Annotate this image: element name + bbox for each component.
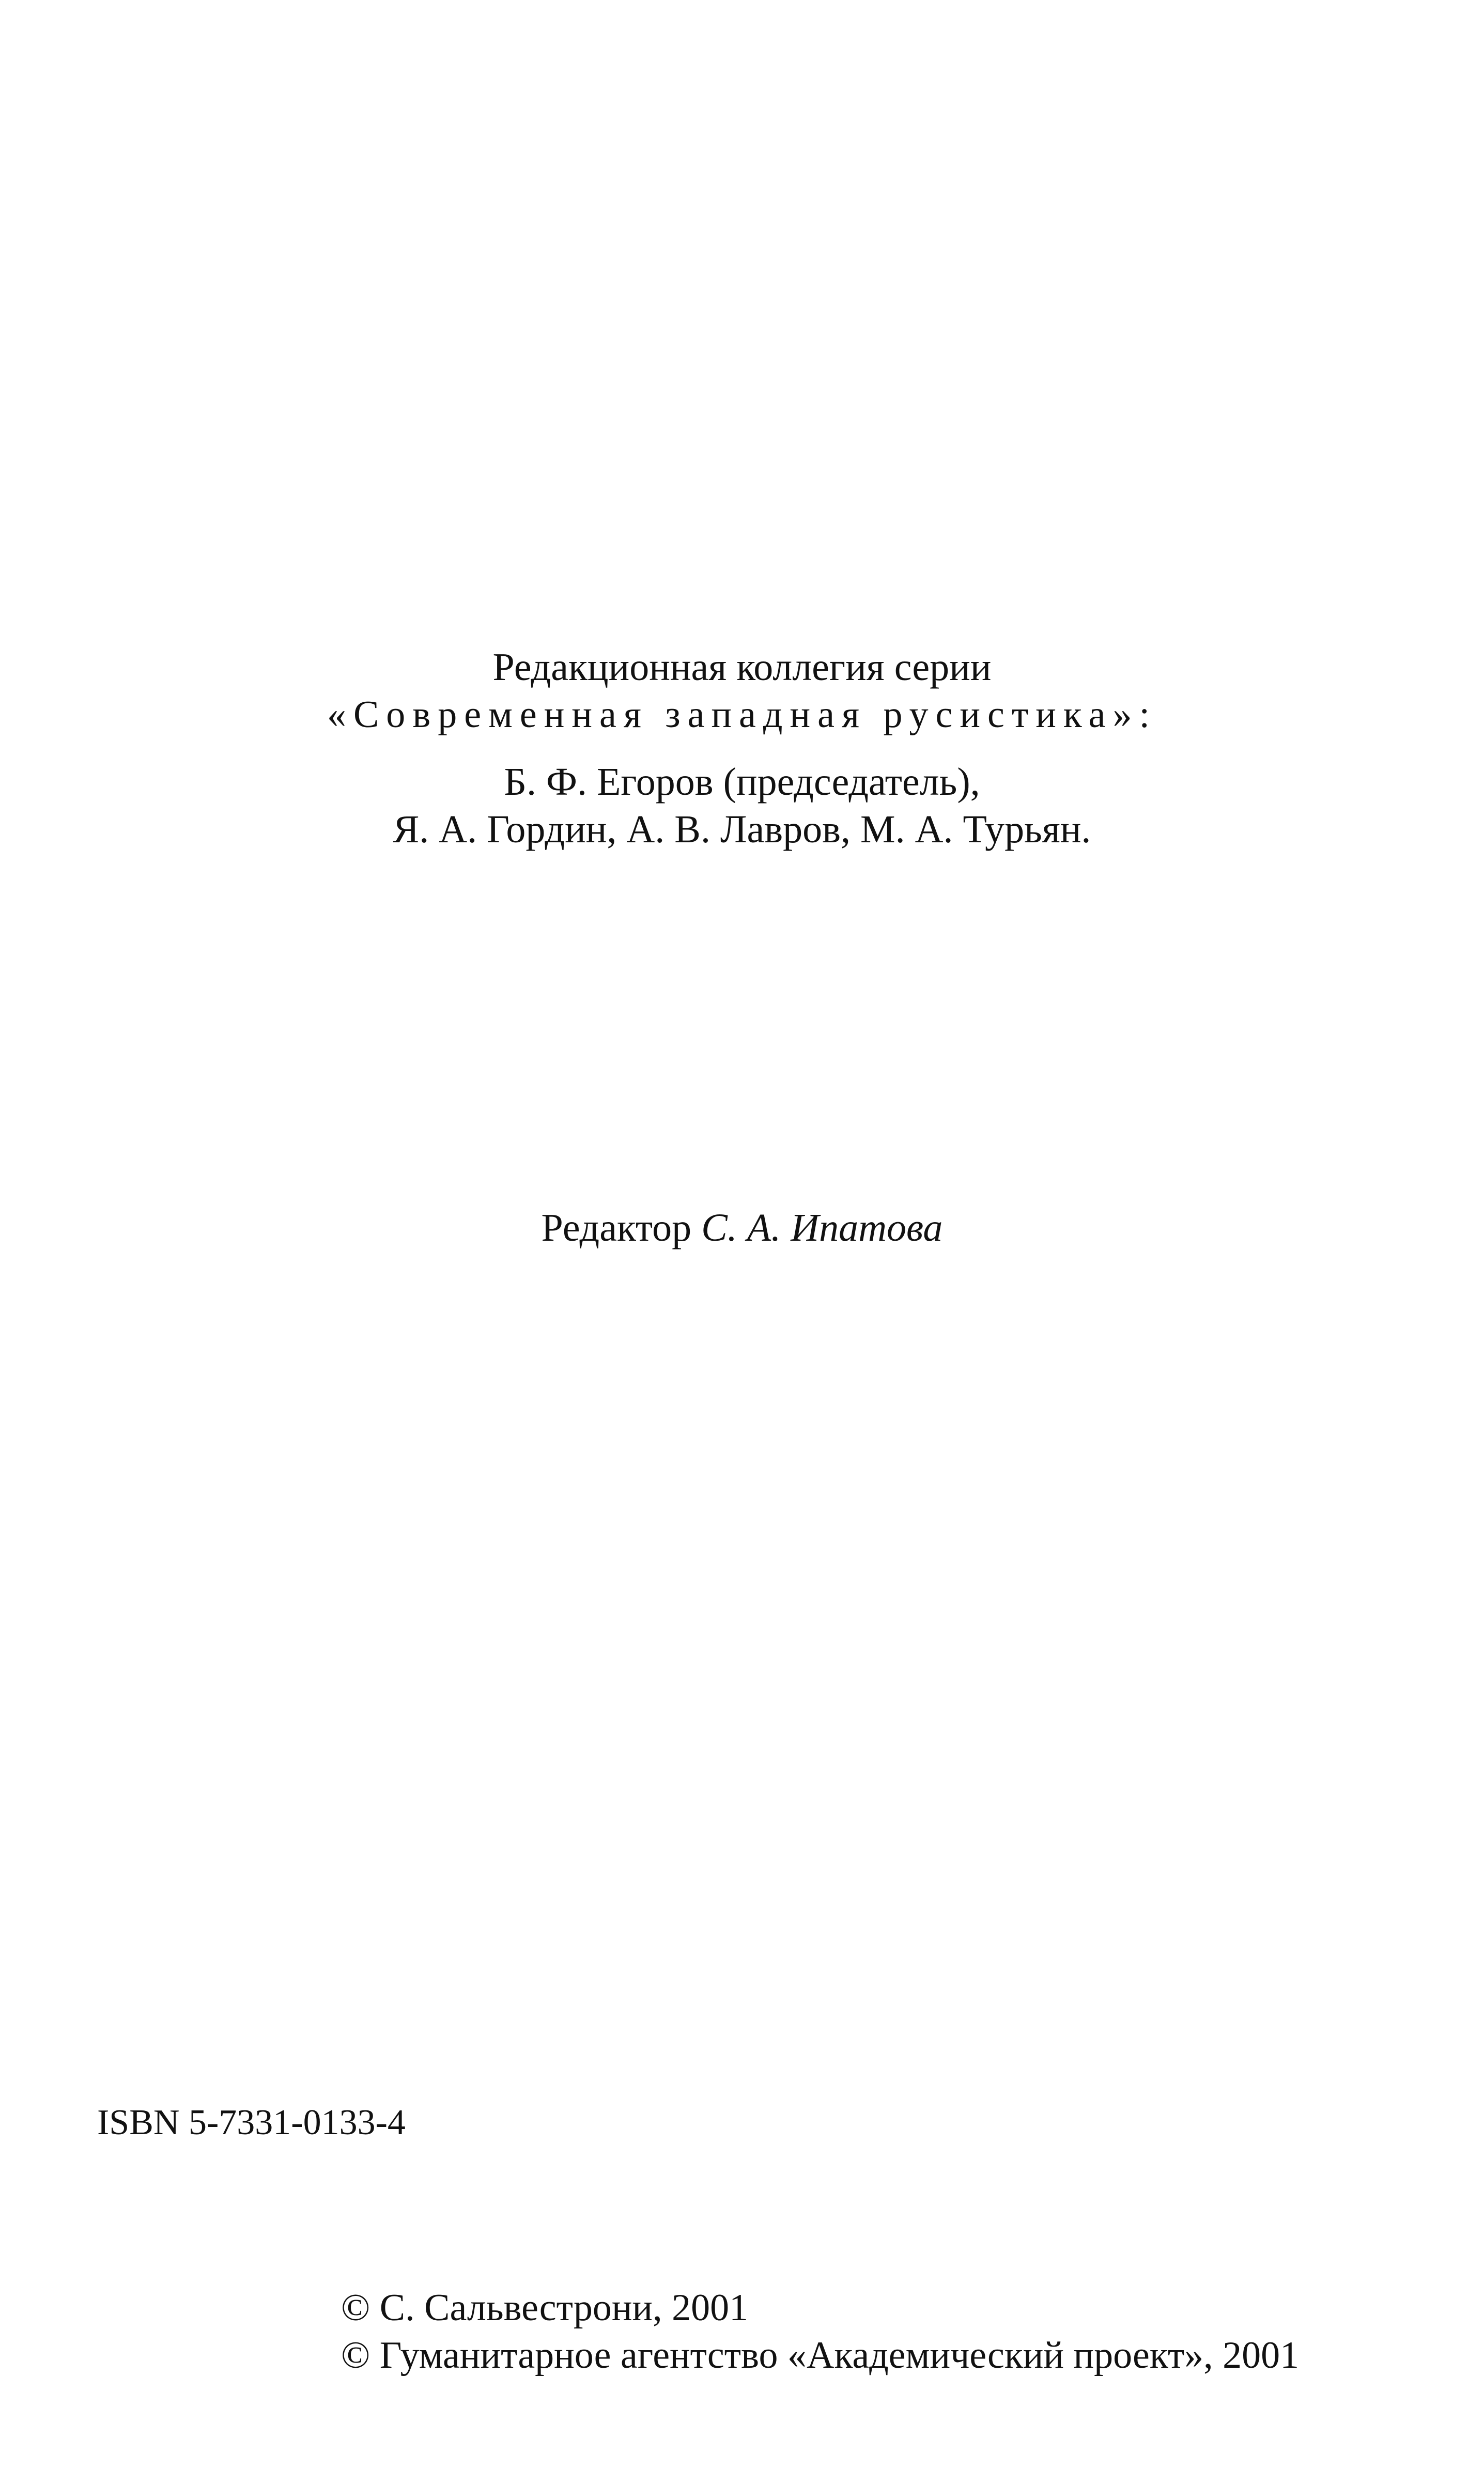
editor-name: С. А. Ипатова (701, 1206, 943, 1250)
editorial-board-members (0, 758, 1484, 853)
copyright-line: © С. Сальвестрони, 2001 (341, 2287, 749, 2329)
board-member-line: Б. Ф. Егоров (председатель), (504, 760, 980, 804)
editor-label: Редактор (541, 1206, 692, 1250)
isbn: ISBN 5-7331-0133-4 (97, 2103, 406, 2142)
copyright-line: © Гуманитарное агентство «Академический проект», 2001 (341, 2334, 1300, 2377)
editorial-board (0, 643, 1484, 853)
editor-credit (0, 1204, 1484, 1252)
series-title: «Современная западная русистика»: (327, 693, 1157, 736)
editorial-board-heading: Редакционная коллегия серии (492, 645, 992, 689)
board-member-line: Я. А. Гордин, А. В. Лавров, М. А. Турьян. (393, 808, 1091, 851)
copyright-notices (341, 2284, 1299, 2379)
